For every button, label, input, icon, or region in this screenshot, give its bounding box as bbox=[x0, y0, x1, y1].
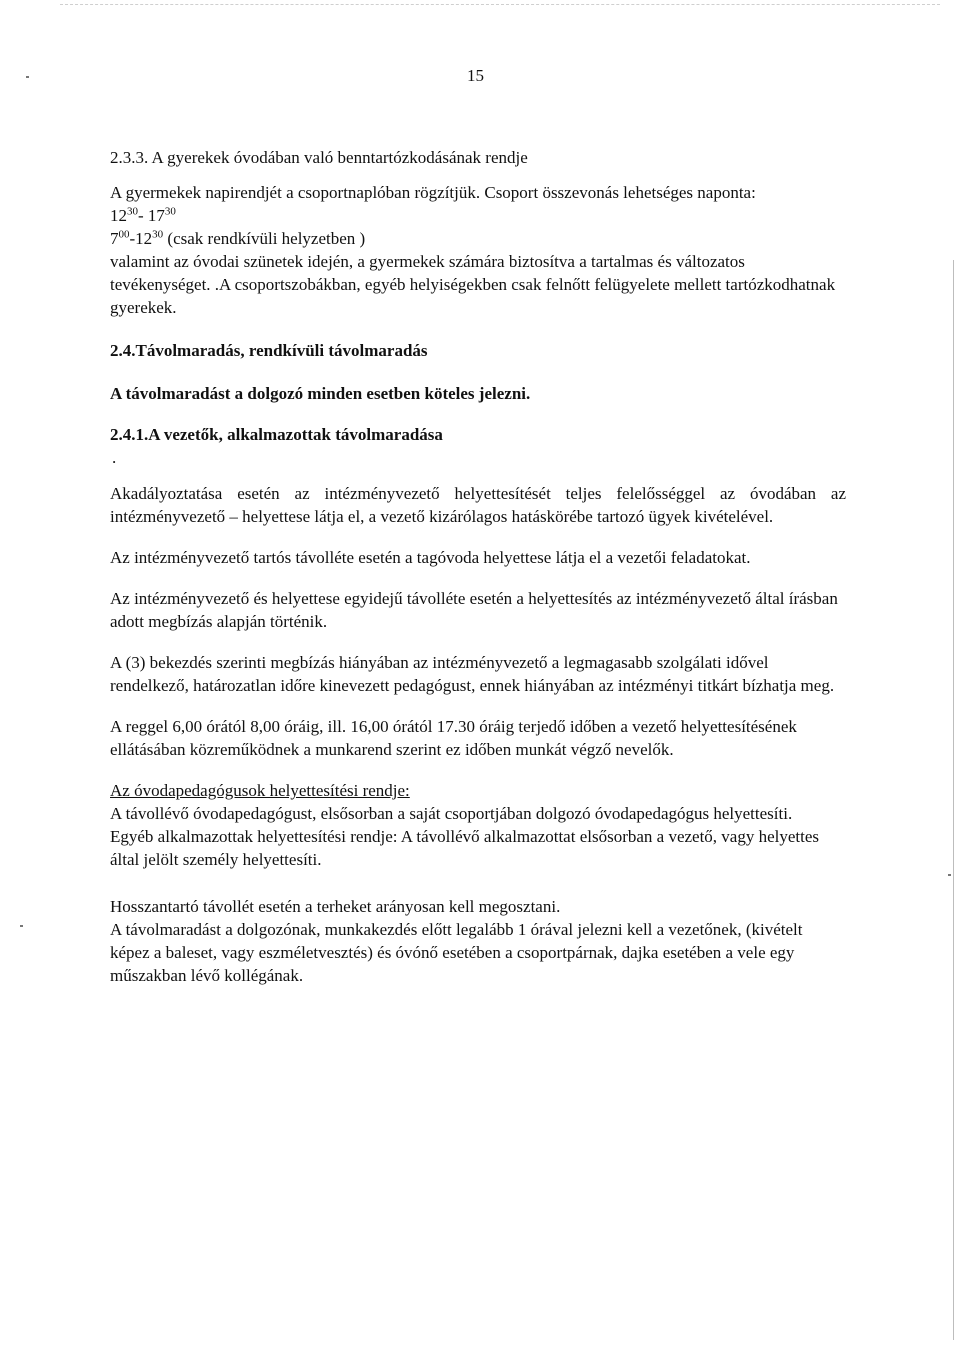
paragraph-simultaneous-absence: Az intézményvezető és helyettese egyidejű távolléte esetén a helyettesítés az intézményvezető által írásban adott megbízás alapján történik. bbox=[110, 589, 838, 631]
section-2-4-heading: 2.4.Távolmaradás, rendkívüli távolmaradás bbox=[110, 341, 428, 360]
substitution-heading: Az óvodapedagógusok helyettesítési rendje: bbox=[110, 781, 410, 800]
scan-speck bbox=[948, 874, 951, 876]
section-2-3-3-intro: A gyermekek napirendjét a csoportnaplóban rögzítjük. Csoport összevonás lehetséges naponta: bbox=[110, 183, 756, 202]
closing-notification: A távolmaradást a dolgozónak, munkakezdés előtt legalább 1 órával jelezni kell a vezetőnek, (kivételt képez a baleset, vagy eszméletvesztés) és óvónő esetében a csoportpárnak, dajka esetében a vele egy műszakban lévő kollégának. bbox=[110, 920, 803, 985]
time-range-1: $12^{30}-$ $17^{30}$ bbox=[110, 205, 176, 225]
scan-artifact-right-edge bbox=[953, 260, 954, 1340]
time-range-2: $7^{00}-12^{30}$ (csak rendkívüli helyzetben ) bbox=[110, 228, 366, 248]
substitution-staff: Egyéb alkalmazottak helyettesítési rendje: A távollévő alkalmazottat elsősorban a vezető, vagy helyettes által jelölt személy helyettesíti. bbox=[110, 827, 820, 869]
section-2-3-3-heading: 2.3.3. A gyerekek óvodában való benntartózkodásának rendje bbox=[110, 148, 528, 167]
closing-burden-sharing: Hosszantartó távollét esetén a terheket arányosan kell megosztani. bbox=[110, 897, 561, 916]
scan-speck bbox=[20, 925, 23, 927]
substitution-teachers: A távollévő óvodapedagógust, elsősorban a saját csoportjában dolgozó óvodapedagógus helyettesíti. bbox=[110, 804, 793, 823]
section-2-4-1-heading: 2.4.1.A vezetők, alkalmazottak távolmaradása bbox=[110, 425, 443, 444]
section-2-4-subheading: A távolmaradást a dolgozó minden esetben köteles jelezni. bbox=[110, 384, 531, 403]
paragraph-acting-head: Akadályoztatása esetén az intézményvezető helyettesítését teljes felelősséggel az óvodában az intézményvezető – helyettese látja el, a vezető kizárólagos hatáskörébe tartozó ügyek kivételével. bbox=[110, 484, 846, 526]
scan-speck bbox=[26, 76, 29, 78]
paragraph-long-absence: Az intézményvezető tartós távolléte esetén a tagóvoda helyettese látja el a vezetői feladatokat. bbox=[110, 548, 751, 567]
scan-artifact-top-line bbox=[60, 4, 940, 5]
paragraph-mandate: A (3) bekezdés szerinti megbízás hiányában az intézményvezető a legmagasabb szolgálati idővel rendelkező, határozatlan időre kinevezett pedagógust, ennek hiányában az intézményi titkárt bízhatja meg. bbox=[110, 653, 835, 695]
document-body bbox=[110, 146, 846, 987]
stray-dot: . bbox=[112, 448, 117, 467]
page-number: 15 bbox=[467, 66, 484, 85]
paragraph-morning-evening: A reggel 6,00 órától 8,00 óráig, ill. 16,00 órától 17.30 óráig terjedő időben a vezető helyettesítésének ellátásában közreműködnek a munkarend szerint ez időben munkát végző nevelők. bbox=[110, 717, 797, 759]
section-2-3-3-tail: valamint az óvodai szünetek idején, a gyermekek számára biztosítva a tartalmas és változatos tevékenységet. .A csoportszobákban, egyéb helyiségekben csak felnőtt felügyelete mellett tartózkodhatnak gyerekek. bbox=[110, 252, 836, 317]
